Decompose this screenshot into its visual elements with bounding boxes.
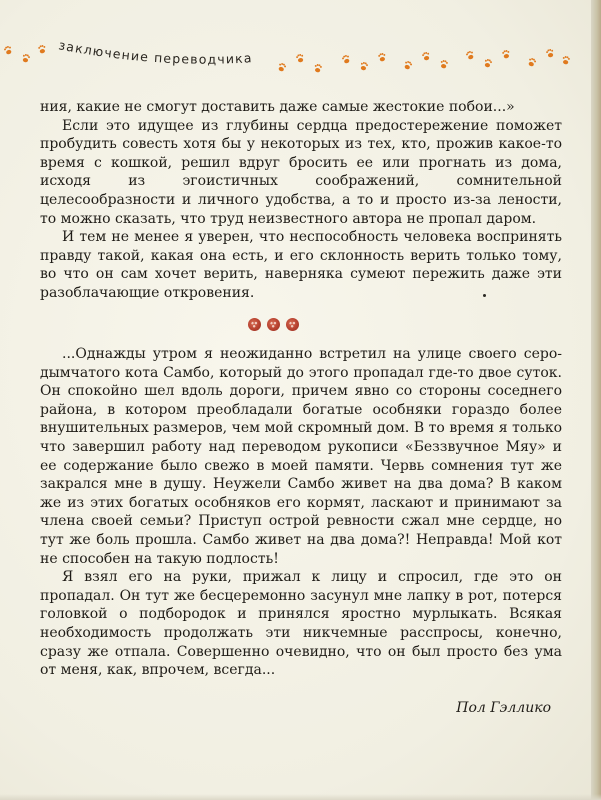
paw-print-icon — [465, 50, 475, 60]
running-header — [0, 38, 601, 78]
paw-print-icon — [38, 45, 47, 54]
paw-print-icon — [440, 60, 449, 69]
paw-print-icon — [483, 58, 492, 68]
ornament-dot-icon — [248, 318, 261, 331]
paw-print-icon — [3, 45, 13, 55]
paw-print-icon — [403, 60, 413, 70]
paw-print-icon — [359, 61, 368, 71]
paw-print-icon — [277, 62, 287, 72]
paw-print-icon — [314, 64, 323, 73]
page-edge — [591, 0, 601, 800]
paw-print-icon — [296, 53, 305, 63]
section-separator — [245, 316, 315, 332]
paw-print-icon — [422, 51, 431, 61]
paw-print-icon — [562, 56, 571, 65]
paragraph: ...Однажды утром я неожиданно встретил на улице своего серо-дымчатого кота Самбо, который до этого пропадал где-то двое суток. Он спокойно шел вдоль дороги, причем явно со стороны соседнего района, в котором преобладали богатые особняки гораздо более внушительных размеров, чем мой скромный дом. В то время я только что завершил работу над переводом рукописи «Беззвучное Мяу» и ее содержание было свежо в моей памяти. Червь сомнения тут же закрался мне в душу. Неужели Самбо живет на два дома? В каком же из этих богатых особняков его кормят, ласкают и принимают за члена своей семьи? Приступ острой ревности сжал мне сердце, но тут же боль прошла. Самбо живет на два дома?! Неправда! Мой кот не способен на такую подлость! — [40, 346, 562, 567]
ornament-dot-icon — [286, 318, 299, 331]
paw-print-icon — [21, 53, 30, 63]
paragraph: Я взял его на руки, прижал к лицу и спросил, где это он пропадал. Он тут же бесцеремонно засунул мне лапку в рот, потерся головкой о подбородок и принялся яростно мурлыкать. Всякая необходимость продолжать эти никчемные расспросы, конечно, сразу же отпала. Совершенно очевидно, что он был просто без ума от меня, как, впрочем, всегда... — [40, 569, 562, 679]
header-svg — [0, 38, 601, 78]
paragraph: И тем не менее я уверен, что неспособность человека воспринять правду такой, какая она есть, и его склонность верить только тому, во что он сам хочет верить, наверняка сумеют пережить даже эти разоблачающие откровения. — [40, 229, 562, 301]
paw-print-icon — [502, 50, 511, 59]
paw-print-icon — [527, 57, 537, 67]
print-speck — [483, 294, 486, 297]
paw-print-icon — [378, 53, 387, 62]
ornament-dot-icon — [267, 318, 280, 331]
page-bottom-shadow — [0, 794, 601, 800]
paw-print-icon — [546, 48, 555, 58]
header-title: заключение переводчика — [57, 38, 254, 67]
text-section-bottom — [40, 345, 562, 680]
text-section-top — [40, 98, 562, 303]
author-signature: Пол Гэллико — [456, 700, 551, 716]
paragraph-continuation: ния, какие не смогут доставить даже самые жестокие побои...» — [40, 99, 515, 115]
paragraph: Если это идущее из глубины сердца предостережение поможет пробудить совесть хотя бы у некоторых из тех, кто, прожив какое-то время с кошкой, решил вдруг бросить ее или прогнать из дома, исходя из эгоистичных соображений, сомнительной целесообразности и личного удобства, а то и просто из-за лености, то можно сказать, что труд неизвестного автора не пропал даром. — [40, 117, 562, 227]
paw-print-icon — [341, 54, 351, 64]
